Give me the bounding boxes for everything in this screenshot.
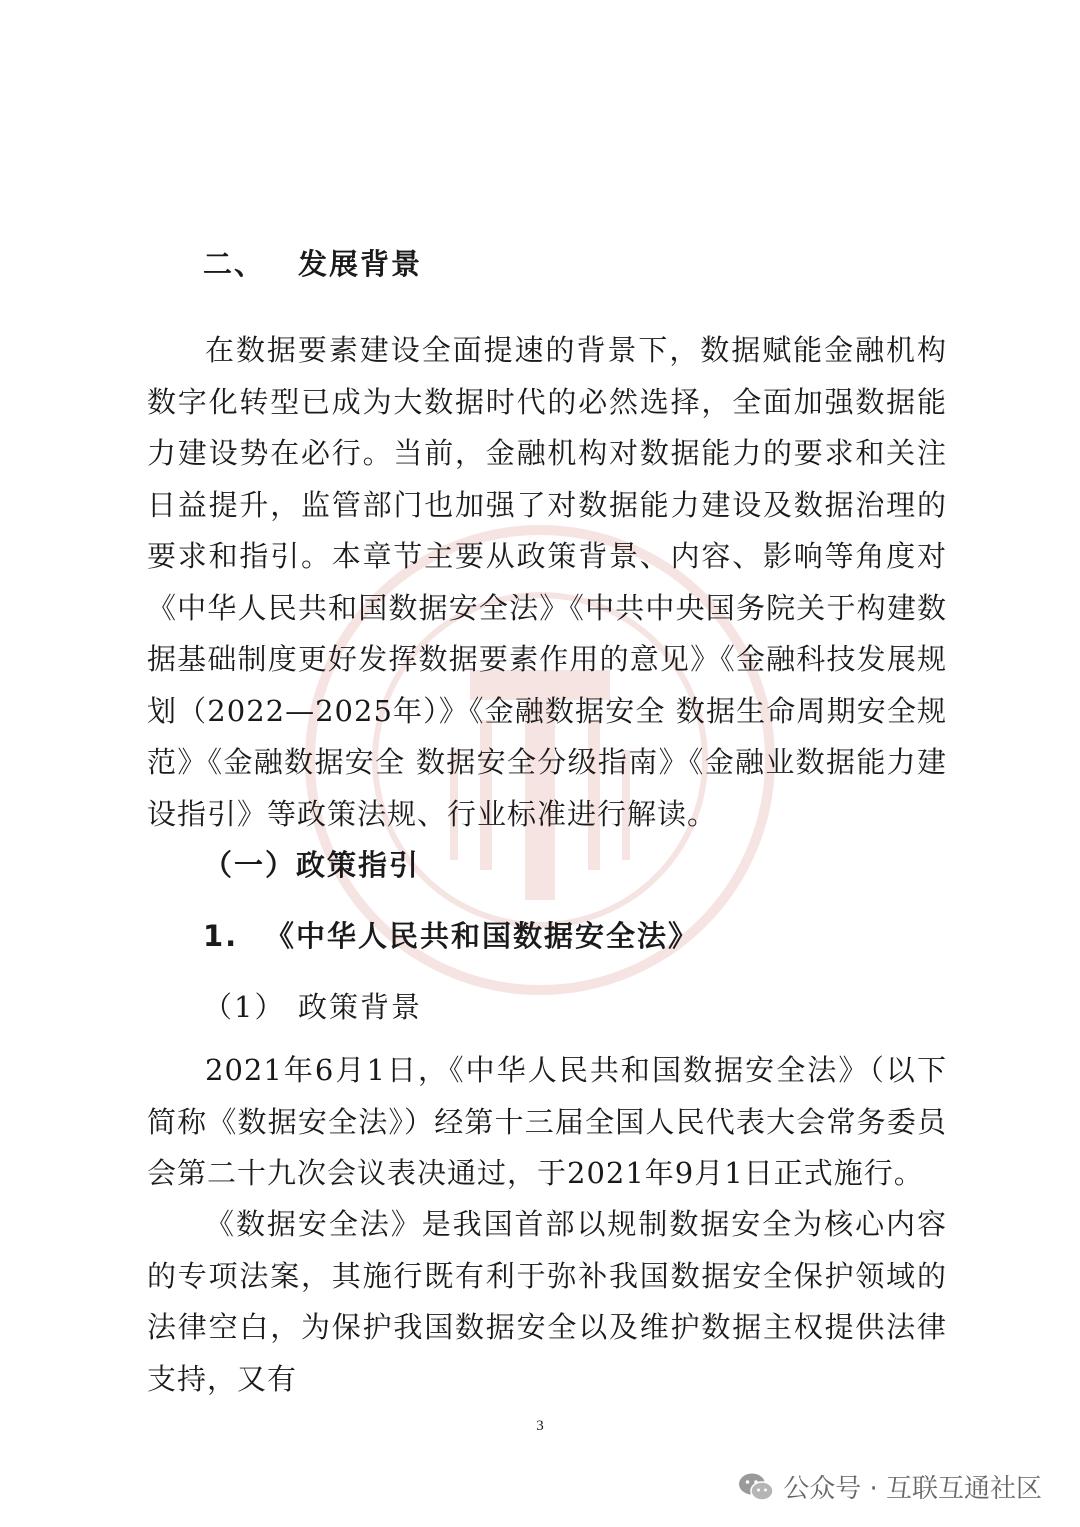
- item-heading: [203, 914, 699, 955]
- footer-text: 公众号 · 互联互通社区: [783, 1474, 1042, 1504]
- page-number: 3: [536, 1418, 544, 1434]
- sub-item-title: 政策背景: [298, 990, 423, 1024]
- section-number: 二、: [203, 247, 266, 281]
- item-number: 1.: [203, 919, 239, 953]
- section-heading: [203, 242, 422, 283]
- section-title: 发展背景: [298, 247, 423, 281]
- paragraph-background: [147, 325, 947, 840]
- subsection-heading: （一）政策指引: [203, 848, 421, 882]
- paragraph-text: 2021年6月1日，《中华人民共和国数据安全法》（以下简称《数据安全法》）经第十三届全国人民代表大会常务委员会第二十九次会议表决通过，于2021年9月1日正式施行。: [147, 1053, 947, 1190]
- paragraph-law-passage: [147, 1045, 947, 1200]
- footer-attribution: [737, 1468, 1042, 1505]
- wechat-icon: [737, 1472, 775, 1502]
- paragraph-law-significance: [147, 1199, 947, 1405]
- sub-item-heading: [203, 985, 422, 1026]
- paragraph-text: 在数据要素建设全面提速的背景下，数据赋能金融机构数字化转型已成为大数据时代的必然选择，全面加强数据能力建设势在必行。当前，金融机构对数据能力的要求和关注日益提升，监管部门也加强了对数据能力建设及数据治理的要求和指引。本章节主要从政策背景、内容、影响等角度对《中华人民共和国数据安全法》《中共中央国务院关于构建数据基础制度更好发挥数据要素作用的意见》《金融科技发展规划（2022—2025年）》《金融数据安全 数据生命周期安全规范》《金融数据安全 数据安全分级指南》《金融业数据能力建设指引》等政策法规、行业标准进行解读。: [147, 333, 947, 831]
- paragraph-text: 《数据安全法》是我国首部以规制数据安全为核心内容的专项法案，其施行既有利于弥补我国数据安全保护领域的法律空白，为保护我国数据安全以及维护数据主权提供法律支持，又有: [147, 1207, 947, 1396]
- sub-item-number: （1）: [203, 990, 286, 1024]
- item-title: 《中华人民共和国数据安全法》: [265, 919, 700, 953]
